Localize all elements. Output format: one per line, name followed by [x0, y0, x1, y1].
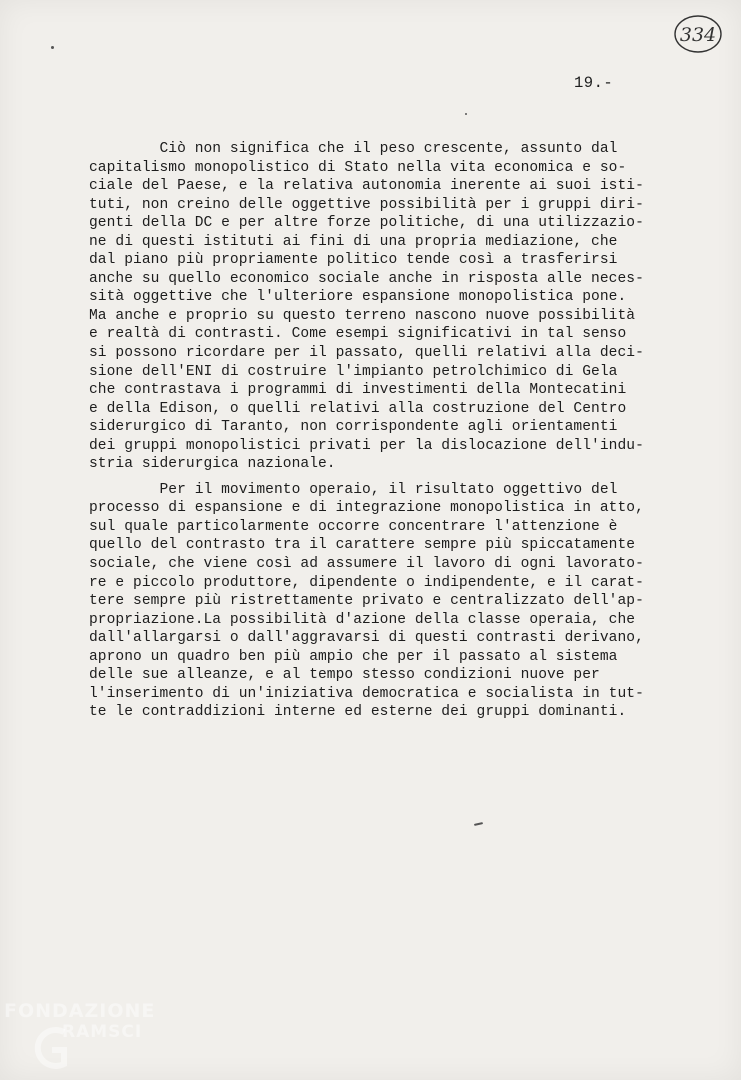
text-line: dall'allargarsi o dall'aggravarsi di questi contrasti derivano, [89, 630, 644, 647]
page-number: 19.- [574, 74, 614, 92]
text-line: Ciò non significa che il peso crescente, assunto dal [89, 141, 618, 157]
text-line: dal piano più propriamente politico tende così a trasferirsi [89, 252, 618, 269]
text-line: e realtà di contrasti. Come esempi significativi in tal senso [89, 326, 627, 343]
paper-speck [465, 113, 467, 115]
text-line: dei gruppi monopolistici privati per la dislocazione dell'indu- [89, 437, 644, 454]
text-line: genti della DC e per altre forze politiche, di una utilizzazio- [89, 215, 644, 232]
text-line: te le contraddizioni interne ed esterne dei gruppi dominanti. [89, 704, 627, 721]
text-line: stria siderurgica nazionale. [89, 456, 336, 473]
text-line: ne di questi istituti ai fini di una propria mediazione, che [89, 233, 618, 250]
watermark-line-1: FONDAZIONE [4, 1000, 156, 1022]
text-line: sità oggettive che l'ulteriore espansione monopolistica pone. [89, 289, 627, 306]
text-line: delle sue alleanze, e al tempo stesso condizioni nuove per [89, 667, 600, 684]
text-line: ciale del Paese, e la relativa autonomia inerente ai suoi isti- [89, 178, 644, 195]
text-line: sione dell'ENI di costruire l'impianto petrolchimico di Gela [89, 363, 618, 380]
text-line: sul quale particolarmente occorre concentrare l'attenzione è [89, 518, 618, 535]
text-line: sociale, che viene così ad assumere il lavoro di ogni lavorato- [89, 556, 644, 573]
text-line: anche su quello economico sociale anche in risposta alle neces- [89, 270, 644, 287]
watermark-line-2: RAMSCI [62, 1022, 143, 1042]
text-line: Per il movimento operaio, il risultato oggettivo del [89, 481, 618, 498]
text-line: che contrastava i programmi di investimenti della Montecatini [89, 382, 627, 399]
text-line: Ma anche e proprio su questo terreno nascono nuove possibilità [89, 307, 636, 324]
text-line: aprono un quadro ben più ampio che per il passato al sistema [89, 648, 618, 665]
text-line: siderurgico di Taranto, non corrispondente agli orientamenti [89, 419, 618, 436]
text-line: quello del contrasto tra il carattere sempre più spiccatamente [89, 537, 636, 554]
paper-speck [51, 46, 54, 49]
text-line: l'inserimento di un'iniziativa democratica e socialista in tut- [89, 685, 644, 702]
text-line: e della Edison, o quelli relativi alla costruzione del Centro [89, 400, 627, 417]
text-line: propriazione.La possibilità d'azione della classe operaia, che [89, 611, 636, 628]
paragraph-2 [89, 481, 649, 722]
archive-number: 334 [679, 24, 717, 46]
text-line: processo di espansione e di integrazione monopolistica in atto, [89, 500, 644, 517]
paper-speck [474, 822, 483, 826]
handwritten-circle-icon [672, 12, 724, 56]
text-line: tuti, non creino delle oggettive possibilità per i gruppi diri- [89, 196, 644, 213]
body-text [89, 140, 649, 729]
archive-number-stamp [672, 12, 724, 56]
text-line: capitalismo monopolistico di Stato nella vita economica e so- [89, 159, 627, 176]
text-line: tere sempre più ristrettamente privato e centralizzato dell'ap- [89, 593, 644, 610]
paragraph-1 [89, 140, 649, 474]
text-line: si possono ricordare per il passato, quelli relativi alla deci- [89, 345, 644, 362]
foundation-watermark [4, 998, 179, 1078]
text-line: re e piccolo produttore, dipendente o indipendente, e il carat- [89, 574, 644, 591]
